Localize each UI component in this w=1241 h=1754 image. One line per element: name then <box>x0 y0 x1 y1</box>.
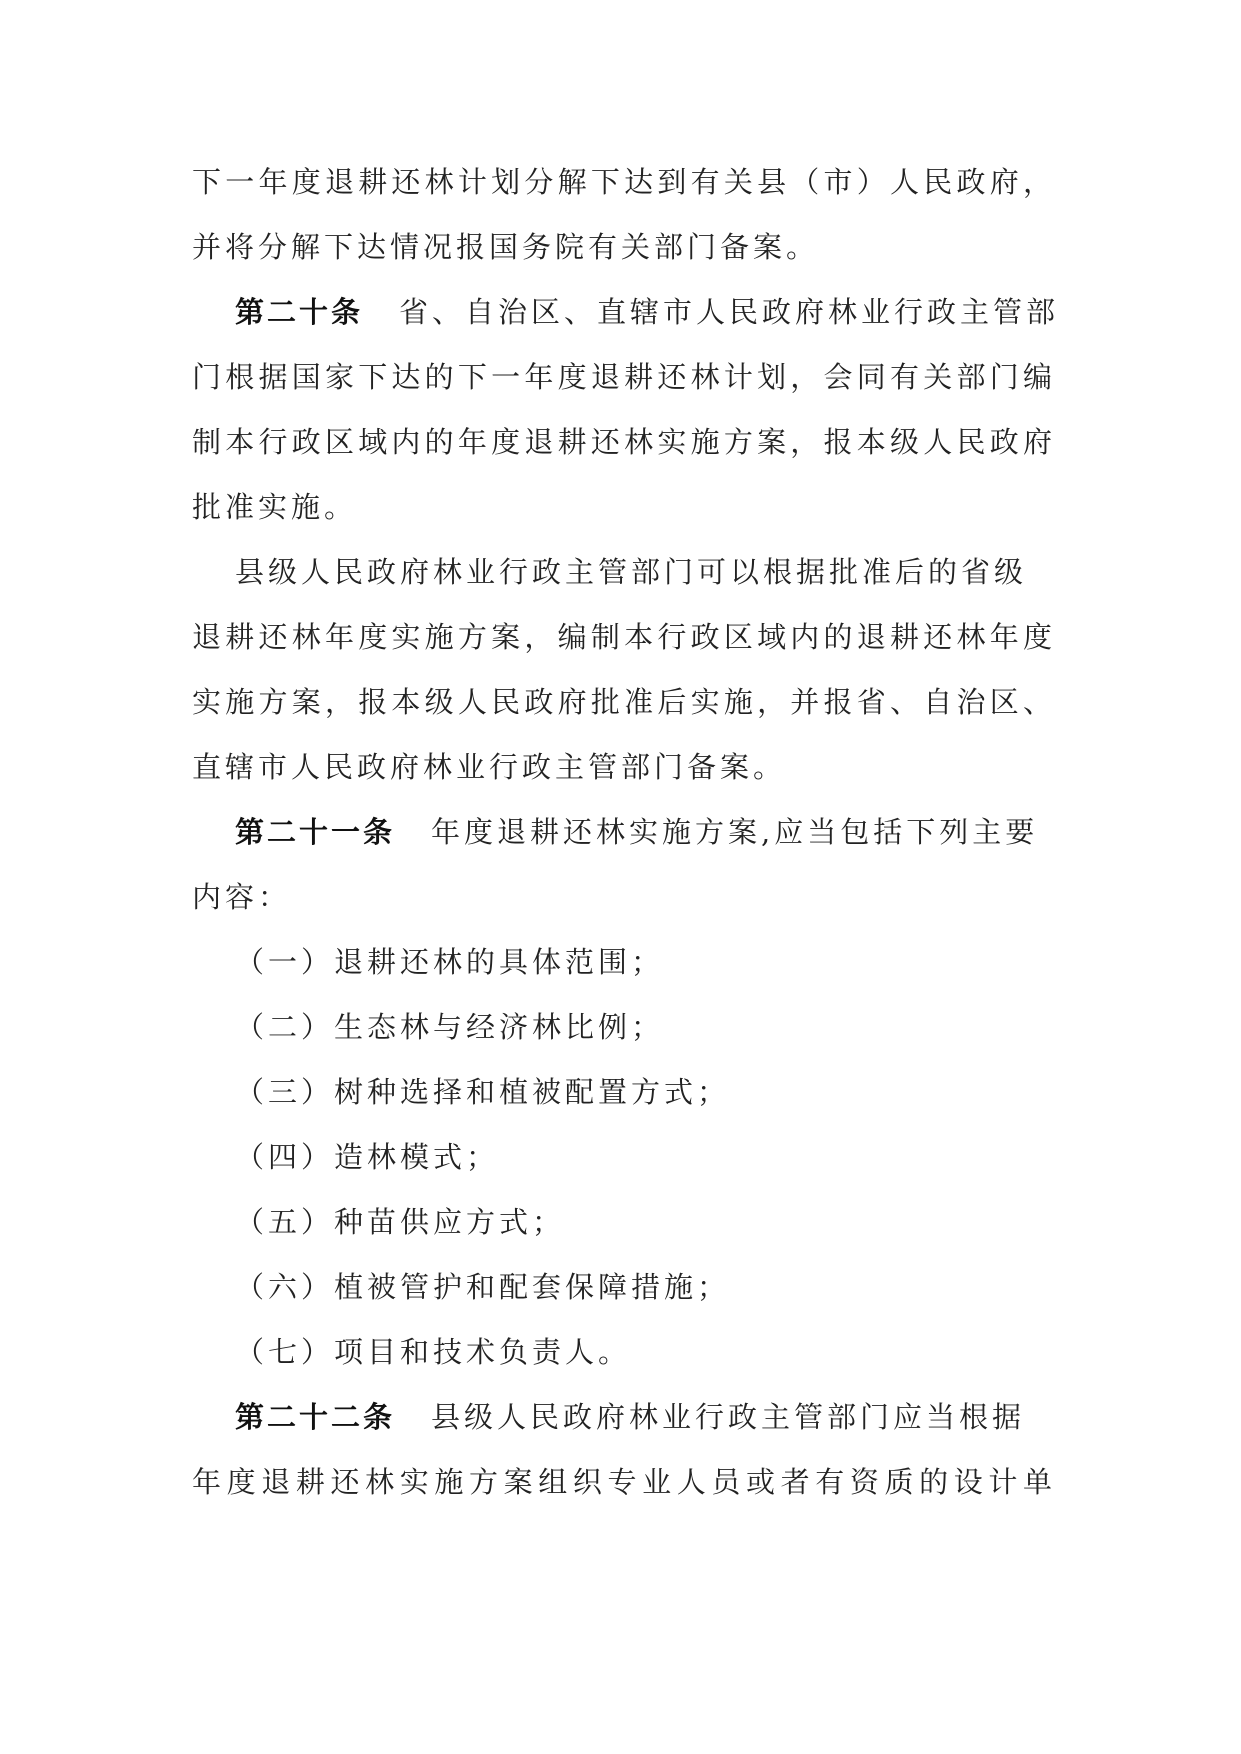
paragraph-first-line: 县级人民政府林业行政主管部门可以根据批准后的省级 <box>235 555 1028 589</box>
list-item: （六）植被管护和配套保障措施； <box>235 1270 731 1304</box>
list-item: （一）退耕还林的具体范围； <box>235 945 665 979</box>
article-number: 第二十条 <box>235 295 364 329</box>
article-21-heading-line <box>192 800 1052 865</box>
text-line: 退耕还林年度实施方案，编制本行政区域内的退耕还林年度 <box>192 620 1052 654</box>
article-text: 县级人民政府林业行政主管部门应当根据 <box>431 1400 1026 1434</box>
article-number: 第二十二条 <box>235 1400 396 1434</box>
document-page <box>192 150 1060 1515</box>
list-item: （二）生态林与经济林比例； <box>235 1010 665 1044</box>
article-text: 省、自治区、直辖市人民政府林业行政主管部 <box>399 295 1060 329</box>
text-line: 并将分解下达情况报国务院有关部门备案。 <box>192 230 820 264</box>
list-item: （四）造林模式； <box>235 1140 500 1174</box>
article-text: 年度退耕还林实施方案,应当包括下列主要 <box>431 815 1039 849</box>
text-line: 内容： <box>192 880 292 914</box>
list-item: （五）种苗供应方式； <box>235 1205 566 1239</box>
text-line: 直辖市人民政府林业行政主管部门备案。 <box>192 750 787 784</box>
text-line: 批准实施。 <box>192 490 358 524</box>
article-20-heading-line <box>192 280 1060 345</box>
text-line: 年度退耕还林实施方案组织专业人员或者有资质的设计单 <box>192 1465 1052 1499</box>
text-line: 制本行政区域内的年度退耕还林实施方案，报本级人民政府 <box>192 425 1052 459</box>
text-line: 实施方案，报本级人民政府批准后实施，并报省、自治区、 <box>192 685 1052 719</box>
text-line: 门根据国家下达的下一年度退耕还林计划，会同有关部门编 <box>192 360 1052 394</box>
text-line: 下一年度退耕还林计划分解下达到有关县（市）人民政府， <box>192 165 1052 199</box>
article-number: 第二十一条 <box>235 815 396 849</box>
list-item: （七）项目和技术负责人。 <box>235 1335 632 1369</box>
list-item: （三）树种选择和植被配置方式； <box>235 1075 731 1109</box>
article-22-heading-line <box>192 1385 1052 1450</box>
